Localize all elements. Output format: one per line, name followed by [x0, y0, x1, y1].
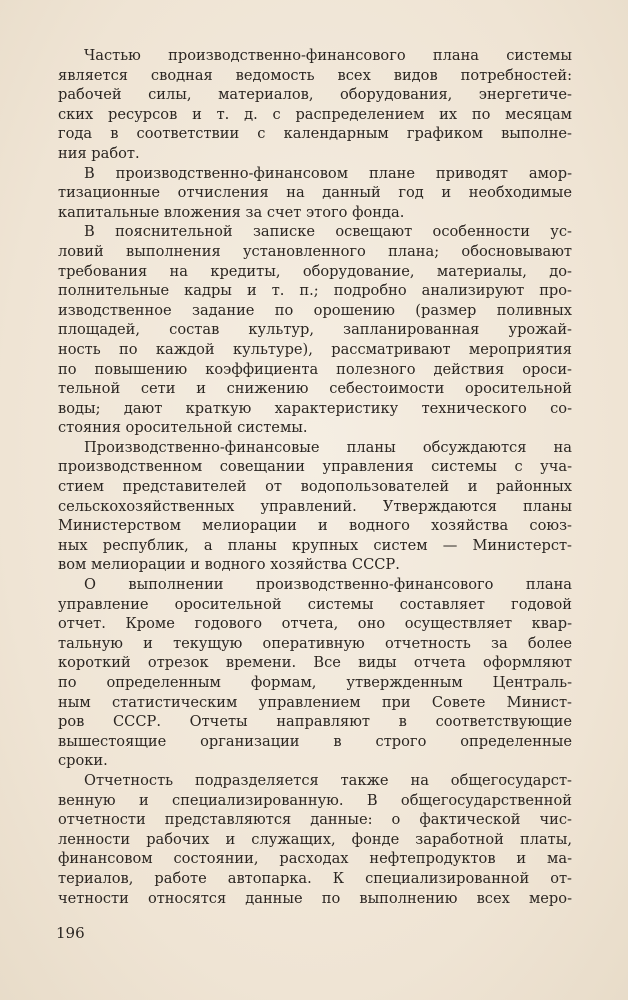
text-line: тельной сети и снижению себестоимости оросительной [58, 380, 572, 398]
text-line: стием представителей от водопользователей и районных [58, 478, 572, 496]
text-line: ров СССР. Отчеты направляют в соответствующие [58, 713, 572, 731]
text-line: териалов, работе автопарка. К специализированной от- [58, 869, 572, 887]
text-line: ских ресурсов и т. д. с распределением их по месяцам [58, 105, 572, 123]
text-line: полнительные кадры и т. п.; подробно анализируют про- [58, 282, 572, 300]
text-line: тальную и текущую оперативную отчетность за более [58, 634, 572, 652]
text-line: года в соответствии с календарным графиком выполне- [58, 125, 572, 143]
text-line: О выполнении производственно-финансового плана [84, 576, 572, 594]
text-line: отчетности представляются данные: о фактической чис- [58, 811, 572, 829]
text-line: по определенным формам, утвержденным Централь- [58, 674, 572, 691]
paragraph [58, 771, 572, 908]
text-line: площадей, состав культур, запланированная урожай- [58, 321, 572, 339]
page-number: 196 [56, 924, 85, 942]
text-line: является сводная ведомость всех видов потребностей: [58, 66, 572, 84]
text-line: стояния оросительной системы. [58, 419, 308, 437]
text-line: финансовом состоянии, расходах нефтепродуктов и ма- [58, 850, 572, 868]
text-line: Министерством мелиорации и водного хозяйства союз- [58, 517, 572, 535]
text-line: требования на кредиты, оборудование, материалы, до- [58, 262, 572, 280]
text-line: четности относятся данные по выполнению всех меро- [58, 889, 572, 907]
paragraph [58, 222, 572, 438]
text-line: по повышению коэффициента полезного действия ороси- [58, 360, 572, 378]
body-text [58, 46, 572, 908]
paragraph [58, 164, 572, 223]
text-line: ния работ. [58, 144, 140, 162]
text-line: тизационные отчисления на данный год и необходимые [58, 184, 572, 202]
paragraph [58, 438, 572, 575]
text-line: Отчетность подразделяется также на общегосударст- [84, 771, 572, 789]
text-line: вышестоящие организации в строго определенные [58, 732, 572, 750]
text-line: сроки. [58, 752, 108, 770]
text-line: ным статистическим управлением при Совете Минист- [58, 693, 572, 711]
text-line: рабочей силы, материалов, оборудования, энергетиче- [58, 86, 572, 104]
text-line: Частью производственно-финансового плана системы [84, 47, 572, 64]
text-line: ность по каждой культуре), рассматривают мероприятия [58, 340, 572, 358]
text-line: сельскохозяйственных управлений. Утверждаются планы [58, 497, 572, 515]
text-line: ленности рабочих и служащих, фонде заработной платы, [58, 830, 572, 848]
text-line: производственном совещании управления системы с уча- [58, 458, 572, 476]
text-line: венную и специализированную. В общегосударственной [58, 791, 572, 809]
text-line: ловий выполнения установленного плана; обосновывают [58, 242, 572, 260]
text-line: короткий отрезок времени. Все виды отчета оформляют [58, 654, 572, 672]
text-line: Производственно-финансовые планы обсуждаются на [84, 438, 572, 456]
text-line: ных республик, а планы крупных систем — Министерст- [58, 536, 572, 554]
text-line: В производственно-финансовом плане приводят амор- [84, 164, 572, 182]
text-line: капитальные вложения за счет этого фонда. [58, 203, 405, 221]
text-line: изводственное задание по орошению (размер поливных [58, 301, 572, 319]
paragraph [58, 46, 572, 164]
paragraph [58, 575, 572, 771]
text-line: управление оросительной системы составляет годовой [58, 595, 572, 613]
text-line: воды; дают краткую характеристику технического со- [58, 399, 572, 417]
text-line: В пояснительной записке освещают особенности ус- [84, 223, 572, 241]
text-line: вом мелиорации и водного хозяйства СССР. [58, 556, 400, 574]
text-line: отчет. Кроме годового отчета, оно осуществляет квар- [58, 615, 572, 633]
